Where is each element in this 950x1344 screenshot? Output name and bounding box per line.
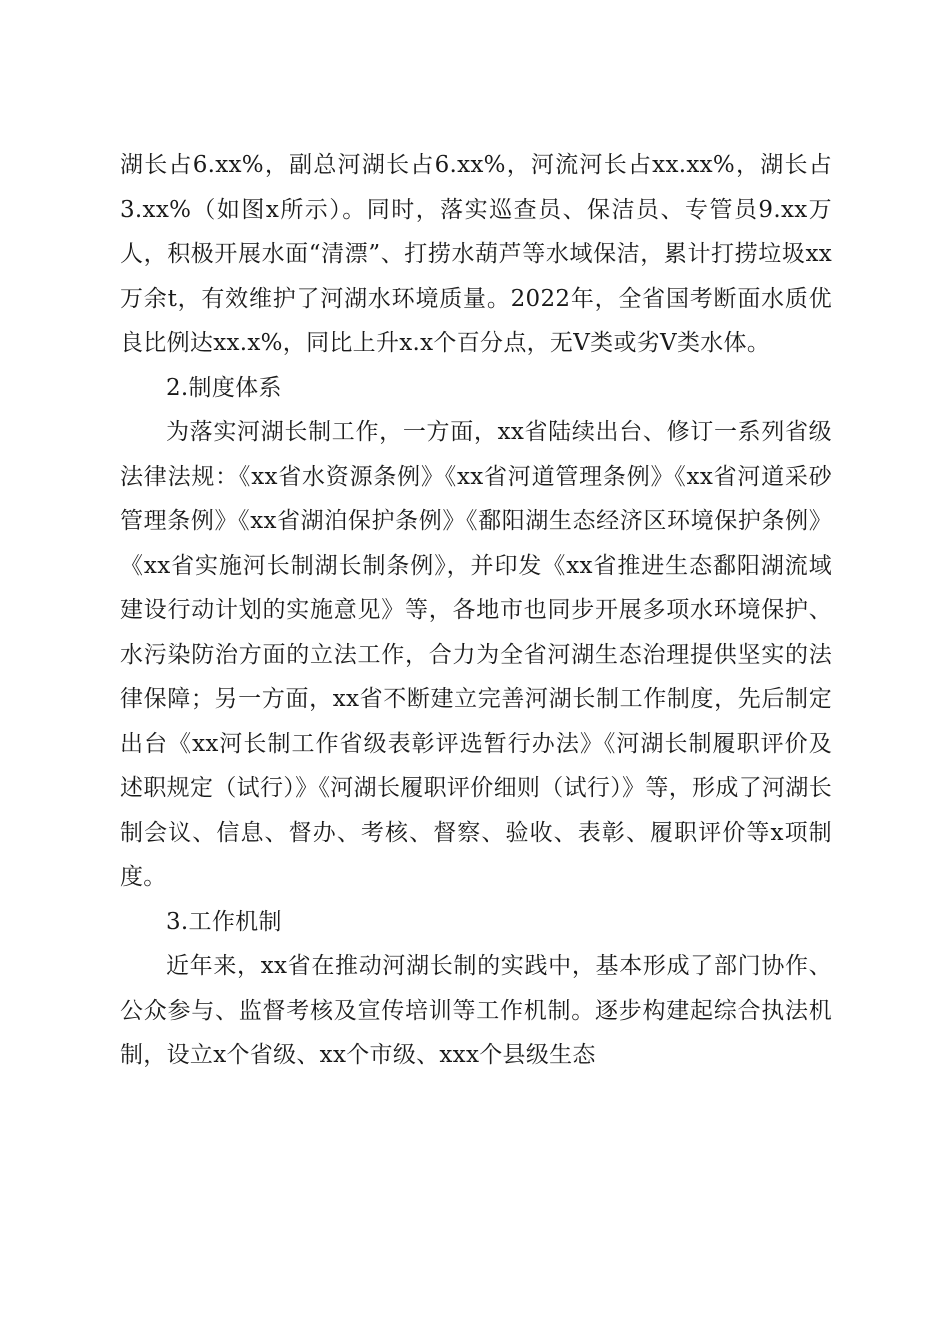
section-heading-institutional-system: 2.制度体系 bbox=[166, 374, 282, 401]
document-body bbox=[120, 143, 832, 1078]
paragraph-working-mechanism: 近年来，xx省在推动河湖长制的实践中，基本形成了部门协作、公众参与、监督考核及宣传培训等工作机制。逐步构建起综合执法机制，设立x个省级、xx个市级、xxx个县级生态 bbox=[120, 953, 832, 1068]
paragraph-continuation: 湖长占6.xx%，副总河湖长占6.xx%，河流河长占xx.xx%，湖长占3.xx%（如图x所示）。同时，落实巡查员、保洁员、专管员9.xx万人，积极开展水面“清漂”、打捞水葫芦等水域保洁，累计打捞垃圾xx万余t，有效维护了河湖水环境质量。2022年，全省国考断面水质优良比例达xx.x%，同比上升x.x个百分点，无Ⅴ类或劣Ⅴ类水体。 bbox=[120, 152, 832, 356]
paragraph-institutional-system: 为落实河湖长制工作，一方面，xx省陆续出台、修订一系列省级法律法规：《xx省水资源条例》《xx省河道管理条例》《xx省河道采砂管理条例》《xx省湖泊保护条例》《鄱阳湖生态经济区环境保护条例》《xx省实施河长制湖长制条例》，并印发《xx省推进生态鄱阳湖流域建设行动计划的实施意见》等，各地市也同步开展多项水环境保护、水污染防治方面的立法工作，合力为全省河湖生态治理提供坚实的法律保障；另一方面，xx省不断建立完善河湖长制工作制度，先后制定出台《xx河长制工作省级表彰评选暂行办法》《河湖长制履职评价及述职规定（试行）》《河湖长履职评价细则（试行）》等，形成了河湖长制会议、信息、督办、考核、督察、验收、表彰、履职评价等x项制度。 bbox=[120, 419, 832, 890]
section-heading-working-mechanism: 3.工作机制 bbox=[166, 908, 282, 935]
